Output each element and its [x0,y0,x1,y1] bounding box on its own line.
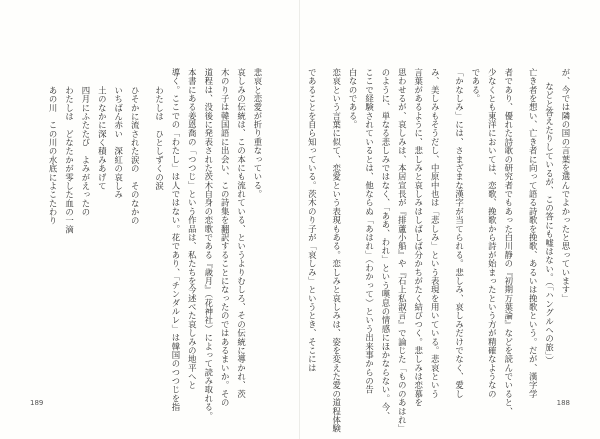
left-page-line: わたしは ひとしずくの涙 [154,86,165,191]
left-page-line: いちばん赤い 深紅の哀しみ [113,86,124,199]
right-page-number: 188 [556,399,570,407]
right-page-line: 恋哀という言葉に似て、恋愛という表現もある。恋しみと哀しみは、姿を変えた愛の道程体験 [331,68,342,433]
left-page-line: 木のり子は韓国語に出会い、この詩集を翻訳することになったのではあるまいか。その [220,68,231,407]
right-page-line: のように、単なる悲しみではなく、「ああ、われ」という嘆息の情感にほかならない。今、 [380,68,391,421]
left-page-line: 四月にふたたび よみがえったの [80,86,91,217]
left-page-number: 189 [30,399,44,407]
right-page-line: が、今では隣の国の言葉を選んでよかったと思っています」 [561,68,571,303]
left-page-line: 本書にある姜恩喬の「つつじ」という作品は、私たちを今述べた哀しみの地平へと [187,68,198,390]
right-page-line: ここで経験されているとは、他ならぬ「あはれ」（わかって）という出来事からの告 [364,68,375,395]
right-page-line: である。 [470,68,481,103]
left-page-line: ひそかに流された涙の そのなかの [130,86,141,226]
left-page-line: 道程は、没後に発表された茨木自身の恋歌である『歳月』（花神社）によって読み取れる。 [203,68,214,421]
right-page-line: 白なのである。 [348,68,359,129]
left-page-line: 悲哀と恋愛が折り重なっている。 [253,68,263,199]
right-page [300,0,600,439]
right-page-line: 亡き者を想い、亡き者に向って語る詩歌を挽歌、あるいは挽歌という。だが、漢字学 [528,68,539,399]
right-page-line: であることを自ら知っている。茨木のり子が「哀しみ」というとき、そこには [307,68,318,373]
left-page-line: 哀しみの伝統は、この本にも流れている、というよりむしろ、その伝統に導かれ、茨 [236,68,247,399]
left-page-line: 土のなかに深く積みあげて [97,86,108,191]
left-page-line: わたしは どなたかが零した血の一滴 [64,86,75,234]
right-page-line: 思わせるが、哀しみは、本居宣長が『排蘆小船』や『石上私淑言』で論じた「もののあはれ」 [397,68,408,433]
left-page-line: 導く。ここでの「わたし」は人ではない。花であり、「チンダルレ」は韓国のつつじを指 [170,68,181,412]
left-page-line: あの川 この川の水底によこたわり [48,86,59,226]
right-page-line: 言葉があるように、悲しみと哀しみはしばしば分かちがたく結びつく。悲しみは恋慕を [413,68,424,407]
right-page-line: み、美しみもそうだし、中原中也は「悲しみ」という表現を用いている。悲哀という [430,68,441,399]
right-page-line: などと答えたりしているが、この答にも嘘はない。（「ハングルへの旅」） [544,82,555,365]
left-page-body [41,68,263,421]
right-page-line: 者であり、優れた詩歌の研究者でもあった白川静の『初期万葉論』などを読んでいると、 [503,68,514,416]
right-page-line: 少なくとも東洋においては、恋歌、挽歌から詩が始まったという方が精確なようなの [487,68,498,399]
right-page-line: 「かなしみ」には、さまざまな漢字が当てられる。悲しみ、哀しみだけでなく、愛し [454,68,465,399]
